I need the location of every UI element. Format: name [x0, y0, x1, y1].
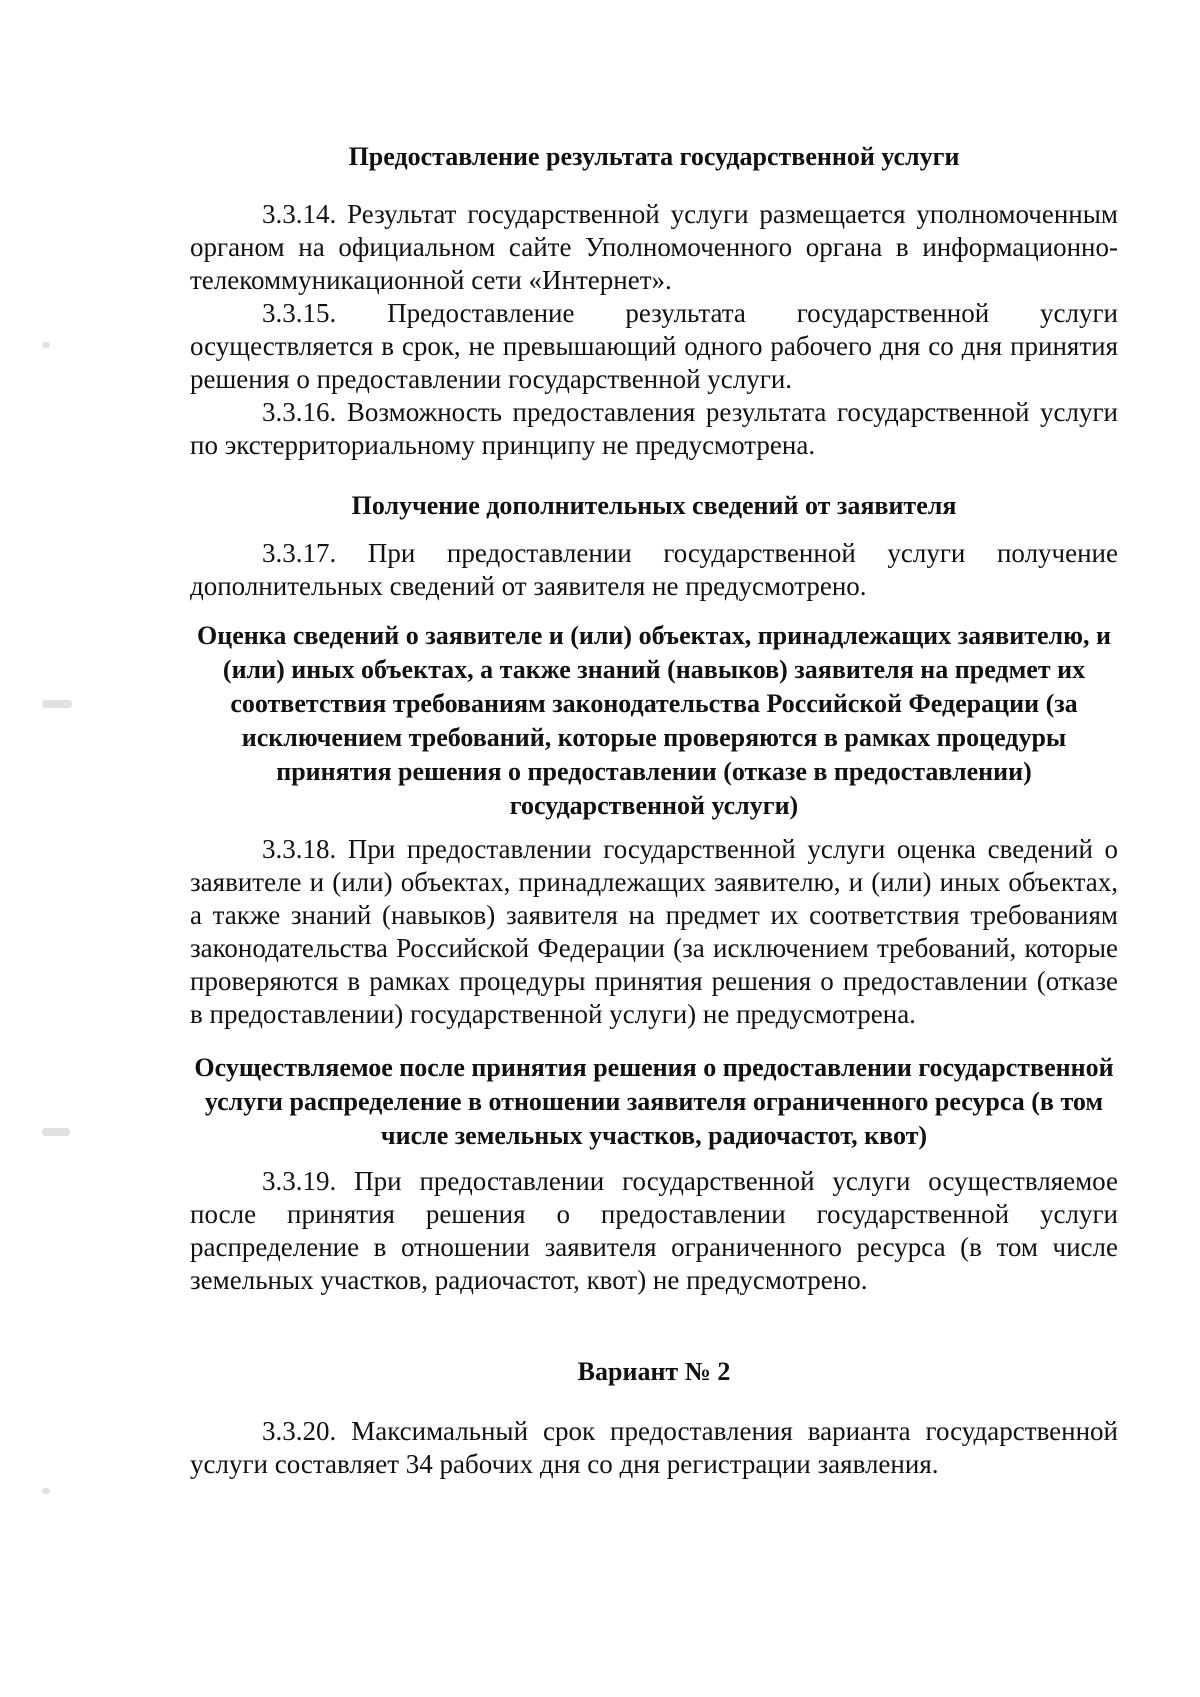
scan-artifact — [42, 1488, 50, 1494]
paragraph-3-3-20: 3.3.20. Максимальный срок предоставления варианта государственной услуги составляет 34 рабочих дня со дня регистрации заявления. — [190, 1416, 1118, 1479]
section-heading-variant-2: Вариант № 2 — [577, 1357, 731, 1386]
scan-artifact — [42, 342, 50, 348]
section-heading-resource-distribution: Осуществляемое после принятия решения о предоставлении государственной услуги распределение в отношении заявителя ограниченного ресурса (в том числе земельных участков, радиочастот, квот) — [194, 1053, 1114, 1150]
scan-artifact — [42, 1128, 70, 1136]
scan-artifact — [42, 700, 72, 708]
paragraph-3-3-17: 3.3.17. При предоставлении государственной услуги получение дополнительных сведений от заявителя не предусмотрено. — [190, 538, 1118, 601]
section-heading-evaluation: Оценка сведений о заявителе и (или) объектах, принадлежащих заявителю, и (или) иных объектах, а также знаний (навыков) заявителя на предмет их соответствия требованиям законодательства Российской Федерации (за исключением требований, которые проверяются в рамках процедуры принятия решения о предоставлении (отказе в предоставлении) государственной услуги) — [197, 621, 1111, 820]
paragraph-3-3-19: 3.3.19. При предоставлении государственной услуги осуществляемое после принятия решения о предоставлении государственной услуги распределение в отношении заявителя ограниченного ресурса (в том числе земельных участков, радиочастот, квот) не предусмотрено. — [190, 1166, 1118, 1295]
paragraph-3-3-15: 3.3.15. Предоставление результата государственной услуги осуществляется в срок, не превышающий одного рабочего дня со дня принятия решения о предоставлении государственной услуги. — [190, 298, 1118, 394]
section-heading-result: Предоставление результата государственной услуги — [348, 142, 960, 171]
section-heading-additional-info: Получение дополнительных сведений от заявителя — [351, 491, 957, 520]
paragraph-3-3-16: 3.3.16. Возможность предоставления результата государственной услуги по экстерриториальному принципу не предусмотрена. — [190, 397, 1118, 460]
document-body — [190, 140, 1118, 1481]
paragraph-3-3-18: 3.3.18. При предоставлении государственной услуги оценка сведений о заявителе и (или) объектах, принадлежащих заявителю, и (или) иных объектах, а также знаний (навыков) заявителя на предмет их соответствия требованиям законодательства Российской Федерации (за исключением требований, которые проверяются в рамках процедуры принятия решения о предоставлении (отказе в предоставлении) государственной услуги) не предусмотрена. — [190, 834, 1118, 1029]
paragraph-3-3-14: 3.3.14. Результат государственной услуги размещается уполномоченным органом на официальном сайте Уполномоченного органа в информационно-телекоммуникационной сети «Интернет». — [190, 199, 1118, 295]
